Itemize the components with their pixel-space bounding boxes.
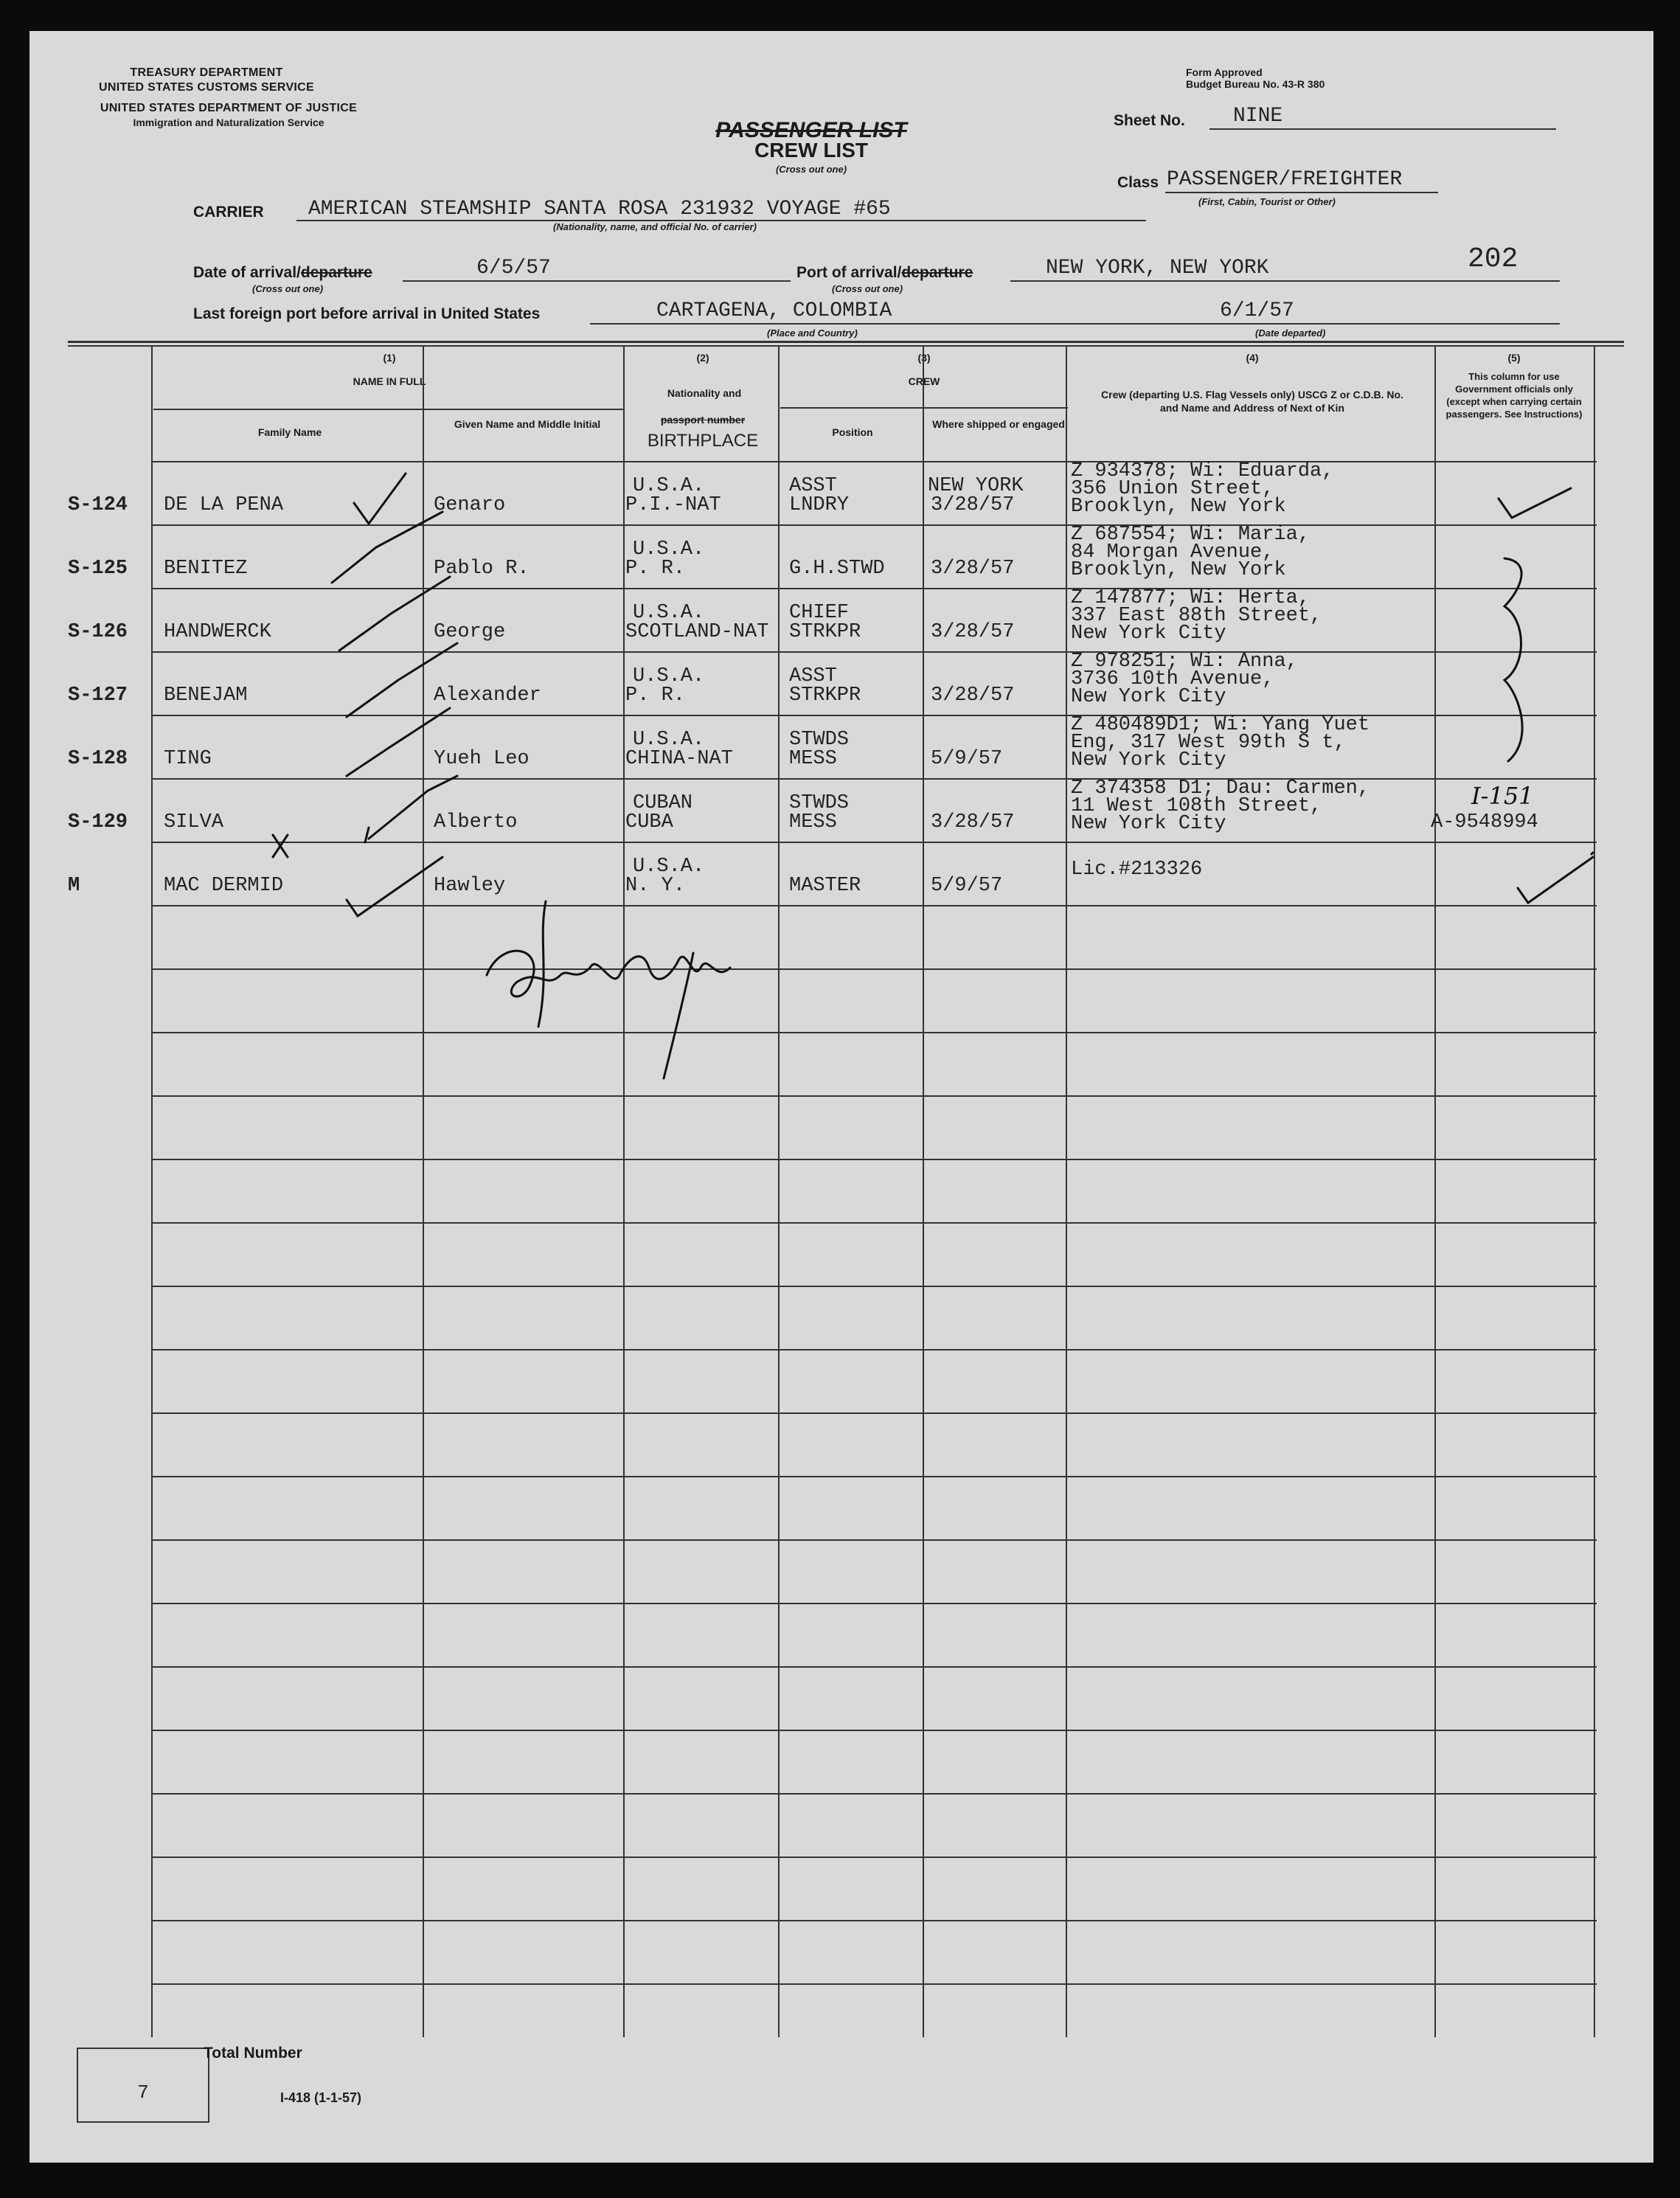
col3-num: (3) (917, 352, 931, 364)
line-number: S-124 (68, 494, 128, 516)
shipped-date: 5/9/57 (931, 875, 1003, 897)
kin-line2: 84 Morgan Avenue, (1071, 541, 1274, 564)
class-label: Class (1117, 174, 1159, 191)
shipped-date: 3/28/57 (931, 558, 1015, 580)
birthplace: N. Y. (625, 875, 686, 897)
position-line1: ASST (789, 475, 837, 497)
shipped-line1: NEW YORK (928, 475, 1024, 497)
col2-title: Nationality and (667, 387, 742, 399)
kin-line3: Brooklyn, New York (1071, 496, 1286, 518)
handwritten-i151: I-151 (1471, 782, 1534, 810)
agency-line-3: UNITED STATES DEPARTMENT OF JUSTICE (100, 102, 358, 114)
agency-line-1: TREASURY DEPARTMENT (130, 66, 283, 79)
crew-list-form (29, 31, 1653, 2163)
kin-line2: 337 East 88th Street, (1071, 605, 1322, 627)
kin-line3: Brooklyn, New York (1071, 559, 1286, 581)
kin-line3: New York City (1071, 813, 1226, 835)
position-header: Position (832, 426, 873, 438)
family-name: SILVA (164, 811, 224, 833)
budget-bureau: Budget Bureau No. 43-R 380 (1186, 78, 1325, 90)
form-approved: Form Approved (1186, 66, 1263, 78)
carrier-note: (Nationality, name, and official No. of carrier) (553, 221, 757, 232)
last-port-note: (Place and Country) (767, 327, 858, 339)
date-label: Date of arrival/departure (193, 264, 372, 281)
col5-value: A-9548994 (1431, 811, 1538, 833)
kin-line1: Z 978251; Wi: Anna, (1071, 651, 1298, 673)
total-number-box (77, 2048, 209, 2123)
birthplace: CHINA-NAT (625, 748, 733, 770)
given-name: Genaro (434, 494, 506, 516)
total-number-value: 7 (137, 2081, 149, 2104)
col3-title: CREW (908, 375, 940, 387)
carrier-value: AMERICAN STEAMSHIP SANTA ROSA 231932 VOYAGE #65 (308, 198, 891, 221)
position-line2: STRKPR (789, 621, 861, 643)
date-departed-note: (Date departed) (1255, 327, 1326, 339)
port-value: NEW YORK, NEW YORK (1046, 257, 1269, 280)
class-note: (First, Cabin, Tourist or Other) (1198, 196, 1336, 207)
position-line2: LNDRY (789, 494, 850, 516)
shipped-date: 3/28/57 (931, 494, 1015, 516)
col2-struck: passport number (660, 414, 746, 426)
position-line1: STWDS (789, 729, 850, 751)
agency-line-2: UNITED STATES CUSTOMS SERVICE (99, 81, 314, 94)
position-line2: MASTER (789, 875, 861, 897)
given-name: Pablo R. (434, 558, 530, 580)
sheet-value: NINE (1233, 105, 1283, 128)
family-name-header: Family Name (257, 426, 322, 438)
col5-num: (5) (1507, 352, 1521, 364)
form-number: I-418 (1-1-57) (280, 2090, 362, 2105)
nationality: U.S.A. (633, 602, 705, 624)
given-name: Alberto (434, 811, 518, 833)
kin-line1: Z 934378; Wi: Eduarda, (1071, 460, 1334, 482)
kin-line2: 3736 10th Avenue, (1071, 668, 1274, 690)
line-number: S-125 (68, 558, 128, 580)
where-shipped-header: Where shipped or engaged (932, 418, 1065, 430)
nationality: U.S.A. (633, 729, 705, 751)
family-name: DE LA PENA (164, 494, 284, 516)
given-name-header: Given Name and Middle Initial (454, 418, 601, 430)
kin-line1: Z 374358 D1; Dau: Carmen, (1071, 777, 1370, 800)
kin-line2: 356 Union Street, (1071, 478, 1274, 500)
carrier-label: CARRIER (193, 204, 264, 221)
birthplace: CUBA (625, 811, 673, 833)
port-label: Port of arrival/departure (796, 264, 973, 281)
line-number: M (68, 875, 80, 897)
kin-line1: Z 480489D1; Wi: Yang Yuet (1071, 714, 1370, 736)
nationality: U.S.A. (633, 538, 705, 561)
col4-title: Crew (departing U.S. Flag Vessels only) USCG Z or C.D.B. No. and Name and Address of Next of Kin (1101, 389, 1403, 414)
table-grid (29, 31, 1653, 2163)
family-name: MAC DERMID (164, 875, 284, 897)
last-port-label: Last foreign port before arrival in United States (193, 305, 541, 322)
nationality: U.S.A. (633, 665, 705, 687)
birthplace: P. R. (625, 684, 686, 707)
title-passenger-list-struck: PASSENGER LIST (715, 118, 907, 142)
line-number: S-129 (68, 811, 128, 833)
col1-title: NAME IN FULL (353, 375, 426, 387)
position-line2: G.H.STWD (789, 558, 885, 580)
col5-title: This column for use Government officials only (except when carrying certain passengers. See Instructions) (1445, 371, 1583, 420)
family-name: HANDWERCK (164, 621, 271, 643)
col4-num: (4) (1246, 352, 1259, 364)
birthplace: SCOTLAND-NAT (625, 621, 769, 643)
position-line1: STWDS (789, 792, 850, 814)
nationality: CUBAN (633, 792, 693, 814)
family-name: BENITEZ (164, 558, 248, 580)
col2-birthplace: BIRTHPLACE (647, 431, 759, 451)
family-name: TING (164, 748, 212, 770)
page-number: 202 (1468, 243, 1518, 275)
shipped-date: 3/28/57 (931, 621, 1015, 643)
kin-line3: New York City (1071, 623, 1226, 645)
given-name: Alexander (434, 684, 541, 707)
kin-line1: Z 687554; Wi: Maria, (1071, 524, 1311, 546)
date-note: (Cross out one) (252, 283, 324, 294)
position-line2: MESS (789, 748, 837, 770)
port-note: (Cross out one) (832, 283, 903, 294)
col2-num: (2) (696, 352, 709, 364)
line-number: S-128 (68, 748, 128, 770)
kin-line2: 11 West 108th Street, (1071, 795, 1322, 817)
kin-line3: New York City (1071, 686, 1226, 708)
position-line1: ASST (789, 665, 837, 687)
position-line2: MESS (789, 811, 837, 833)
date-departed-value: 6/1/57 (1220, 299, 1294, 322)
kin-line1: Z 147877; Wi: Herta, (1071, 587, 1311, 609)
position-line2: STRKPR (789, 684, 861, 707)
class-value: PASSENGER/FREIGHTER (1167, 168, 1403, 191)
nationality: U.S.A. (633, 856, 705, 878)
last-port-value: CARTAGENA, COLOMBIA (656, 299, 892, 322)
line-number: S-126 (68, 621, 128, 643)
title-note: (Cross out one) (775, 164, 847, 175)
title-crew-list: CREW LIST (754, 139, 868, 162)
given-name: George (434, 621, 506, 643)
birthplace: P. R. (625, 558, 686, 580)
col1-num: (1) (383, 352, 396, 364)
given-name: Yueh Leo (434, 748, 530, 770)
shipped-date: 3/28/57 (931, 684, 1015, 707)
date-value: 6/5/57 (476, 257, 551, 280)
nationality: U.S.A. (633, 475, 705, 497)
agency-line-4: Immigration and Naturalization Service (133, 117, 324, 128)
line-number: S-127 (68, 684, 128, 707)
family-name: BENEJAM (164, 684, 248, 707)
shipped-date: 3/28/57 (931, 811, 1015, 833)
position-line1: CHIEF (789, 602, 850, 624)
kin-line2: Lic.#213326 (1071, 859, 1203, 881)
kin-line2: Eng, 317 West 99th S t, (1071, 732, 1346, 754)
shipped-date: 5/9/57 (931, 748, 1003, 770)
sheet-label: Sheet No. (1114, 112, 1185, 129)
total-number-label: Total Number (204, 2045, 302, 2062)
kin-line3: New York City (1071, 749, 1226, 772)
given-name: Hawley (434, 875, 506, 897)
birthplace: P.I.-NAT (625, 494, 721, 516)
